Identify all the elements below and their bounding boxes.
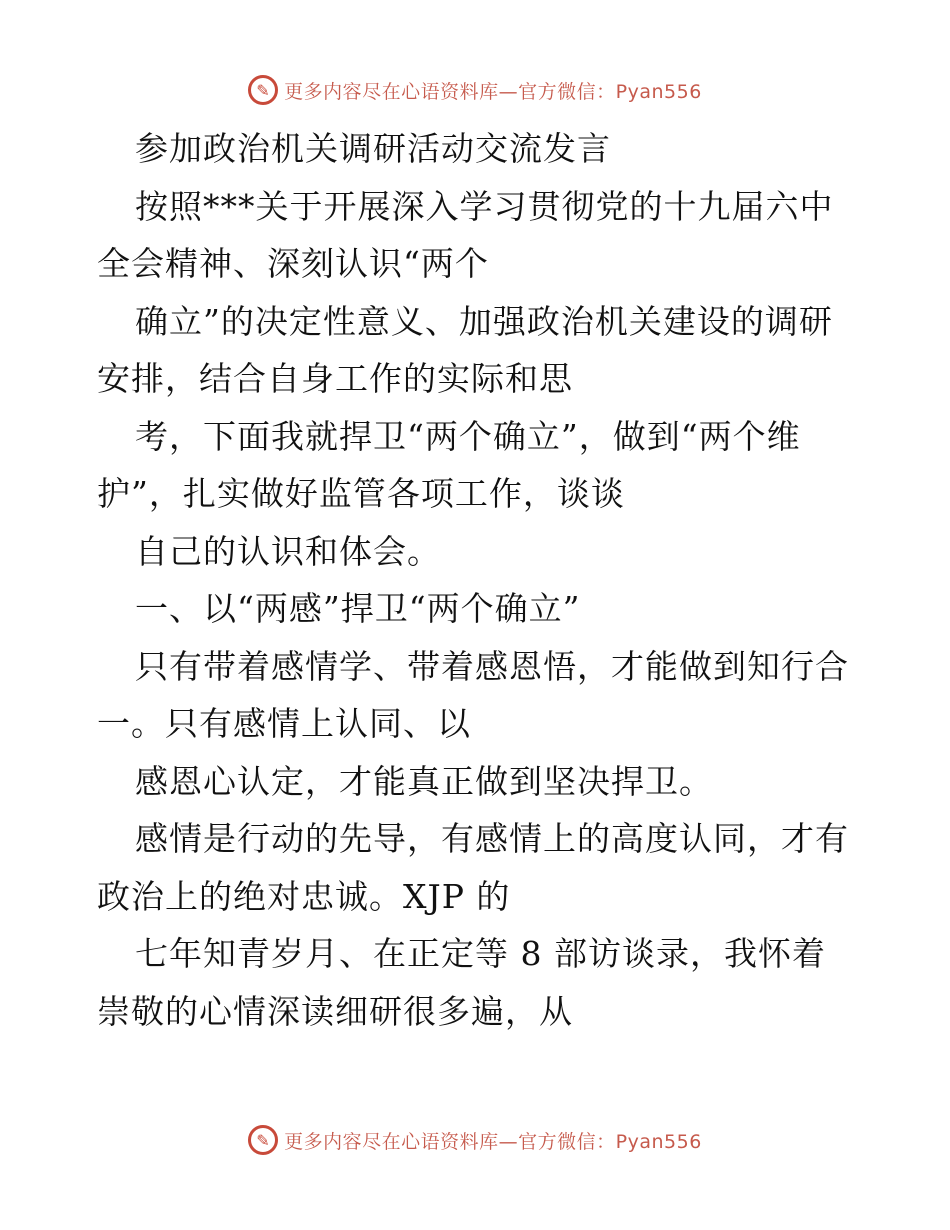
doc-line: 确立”的决定性意义、加强政治机关建设的调研 (135, 301, 833, 341)
header-watermark (0, 72, 950, 108)
doc-line: 护”，扎实做好监管各项工作，谈谈 (97, 474, 625, 513)
pen-logo-icon: ✎ (248, 75, 278, 105)
doc-line: 七年知青岁月、在正定等 8 部访谈录，我怀着 (135, 934, 826, 973)
doc-line: 崇敬的心情深读细研很多遍，从 (97, 991, 573, 1031)
footer-watermark (0, 1122, 950, 1158)
doc-line: 自己的认识和体会。 (135, 531, 441, 571)
header-watermark-text: 更多内容尽在心语资料库—官方微信：Pyan556 (284, 80, 702, 103)
doc-line: 感恩心认定，才能真正做到坚决捍卫。 (135, 761, 713, 801)
doc-line: 一、以“两感”捍卫“两个确立” (135, 589, 581, 628)
doc-line: 安排，结合自身工作的实际和思 (97, 359, 573, 398)
doc-line: 参加政治机关调研活动交流发言 (135, 129, 611, 168)
doc-line: 只有带着感情学、带着感恩悟，才能做到知行合 (135, 646, 849, 686)
doc-line: 政治上的绝对忠诚。XJP 的 (97, 876, 511, 916)
document-body (97, 120, 857, 1040)
pen-logo-icon: ✎ (248, 1125, 278, 1155)
footer-watermark-text: 更多内容尽在心语资料库—官方微信：Pyan556 (284, 1130, 702, 1153)
doc-line: 按照***关于开展深入学习贯彻党的十九届六中 (135, 186, 834, 226)
doc-line: 感情是行动的先导，有感情上的高度认同，才有 (135, 819, 849, 858)
doc-line: 全会精神、深刻认识“两个 (97, 244, 489, 283)
doc-line: 一。只有感情上认同、以 (97, 704, 471, 743)
doc-line: 考，下面我就捍卫“两个确立”，做到“两个维 (135, 416, 801, 456)
